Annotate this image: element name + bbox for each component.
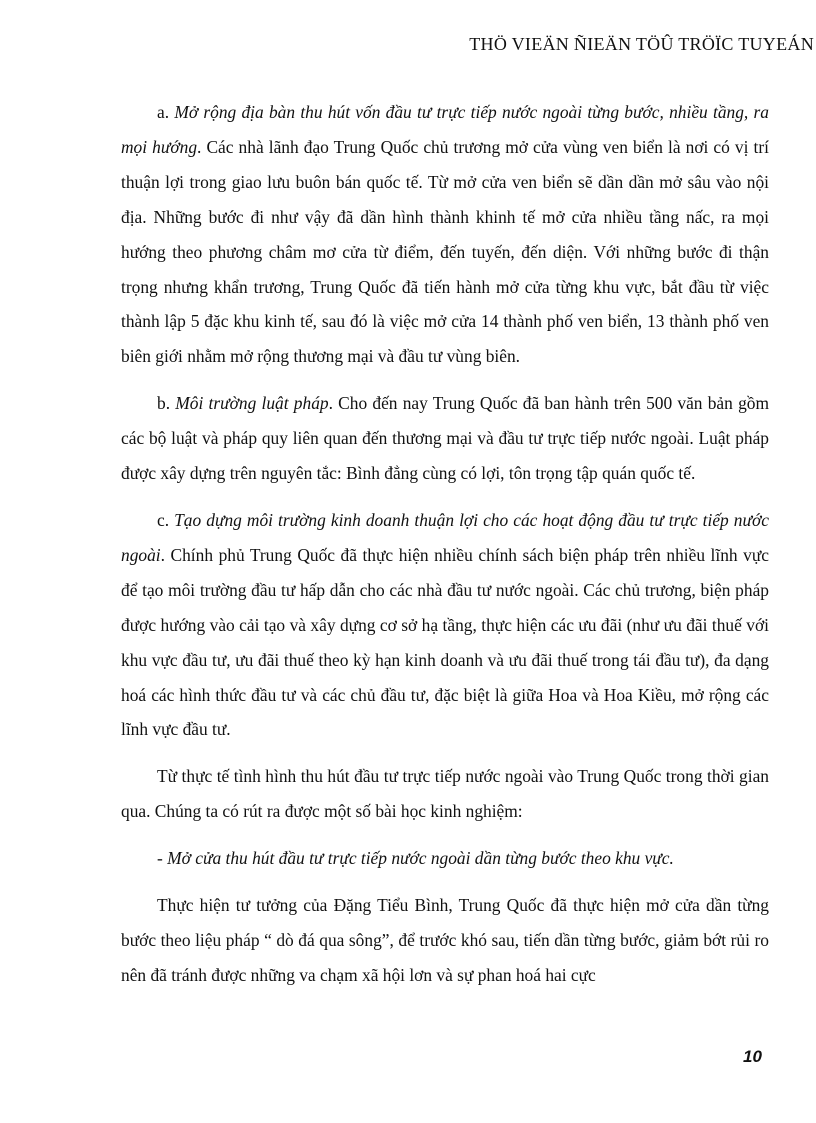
paragraph-c-heading: Tạo dựng môi trường kinh doanh thuận lợi cho các hoạt động đầu tư trực tiếp nước ngoài: [121, 509, 769, 565]
paragraph-a: [121, 95, 769, 374]
paragraph-lesson-heading: [121, 841, 769, 876]
paragraph-c-lead: c.: [157, 509, 170, 530]
paragraph-lessons-intro: Từ thực tế tình hình thu hút đầu tư trực tiếp nước ngoài vào Trung Quốc trong thời gian qua. Chúng ta có rút ra được một số bài học kinh nghiệm:: [121, 766, 769, 822]
lesson-heading-text: - Mở cửa thu hút đầu tư trực tiếp nước ngoài dần từng bước theo khu vực.: [157, 848, 674, 869]
paragraph-c: [121, 503, 769, 747]
page-number: 10: [743, 1047, 762, 1066]
paragraph-b-heading: Môi trường luật pháp: [175, 393, 329, 414]
document-body: [121, 95, 769, 1005]
paragraph-a-lead: a.: [157, 102, 170, 122]
paragraph-lesson-body: Thực hiện tư tưởng của Đặng Tiểu Bình, Trung Quốc đã thực hiện mở cửa dần từng bước theo liệu pháp “ dò đá qua sông”, để trước khó sau, tiến dần từng bước, giảm bớt rủi ro nên đã tránh được những va chạm xã hội lơn và sự phan hoá hai cực: [121, 895, 769, 985]
page-header: [0, 34, 816, 55]
paragraph-a-body: . Các nhà lãnh đạo Trung Quốc chủ trương mở cửa vùng ven biển là nơi có vị trí thuận lợi trong giao lưu buôn bán quốc tế. Từ mở cửa ven biển sẽ dần dần mở sâu vào nội địa. Những bước đi như vậy đã dần hình thành khinh tế mở cửa nhiều tầng nấc, ra mọi hướng theo phương châm mơ cửa từ điểm, đến tuyến, đến diện. Với những bước đi thận trọng nhưng khẩn trương, Trung Quốc đã tiến hành mở cửa từng khu vực, bắt đầu từ việc thành lập 5 đặc khu kinh tế, sau đó là việc mở cửa 14 thành phố ven biển, 13 thành phố ven biên giới nhằm mở rộng thương mại và đầu tư vùng biên.: [121, 136, 769, 367]
header-text: THÖ VIEÄN ÑIEÄN TÖÛ TRÖÏC TUYEÁN: [469, 34, 814, 54]
paragraph-b: [121, 386, 769, 491]
paragraph-c-body: . Chính phủ Trung Quốc đã thực hiện nhiều chính sách biện pháp trên nhiều lĩnh vực để tạo môi trường đầu tư hấp dẫn cho các nhà đầu tư nước ngoài. Các chủ trương, biện pháp được hướng vào cải tạo và xây dựng cơ sở hạ tầng, thực hiện các ưu đãi (như ưu đãi thuế với khu vực đầu tư, ưu đãi thuế theo kỳ hạn kinh doanh và ưu đãi thuế trong tái đầu tư), đa dạng hoá các hình thức đầu tư và các chủ đầu tư, đặc biệt là giữa Hoa và Hoa Kiều, mở rộng các lĩnh vực đầu tư.: [121, 544, 769, 740]
paragraph-b-body: . Cho đến nay Trung Quốc đã ban hành trên 500 văn bản gồm các bộ luật và pháp quy liên quan đến thương mại và đầu tư trực tiếp nước ngoài. Luật pháp được xây dựng trên nguyên tắc: Bình đẳng cùng có lợi, tôn trọng tập quán quốc tế.: [121, 393, 769, 484]
paragraph-a-heading: Mở rộng địa bàn thu hút vốn đầu tư trực tiếp nước ngoài từng bước, nhiều tầng, ra mọi hướng: [121, 102, 769, 157]
paragraph-b-lead: b.: [157, 393, 171, 414]
